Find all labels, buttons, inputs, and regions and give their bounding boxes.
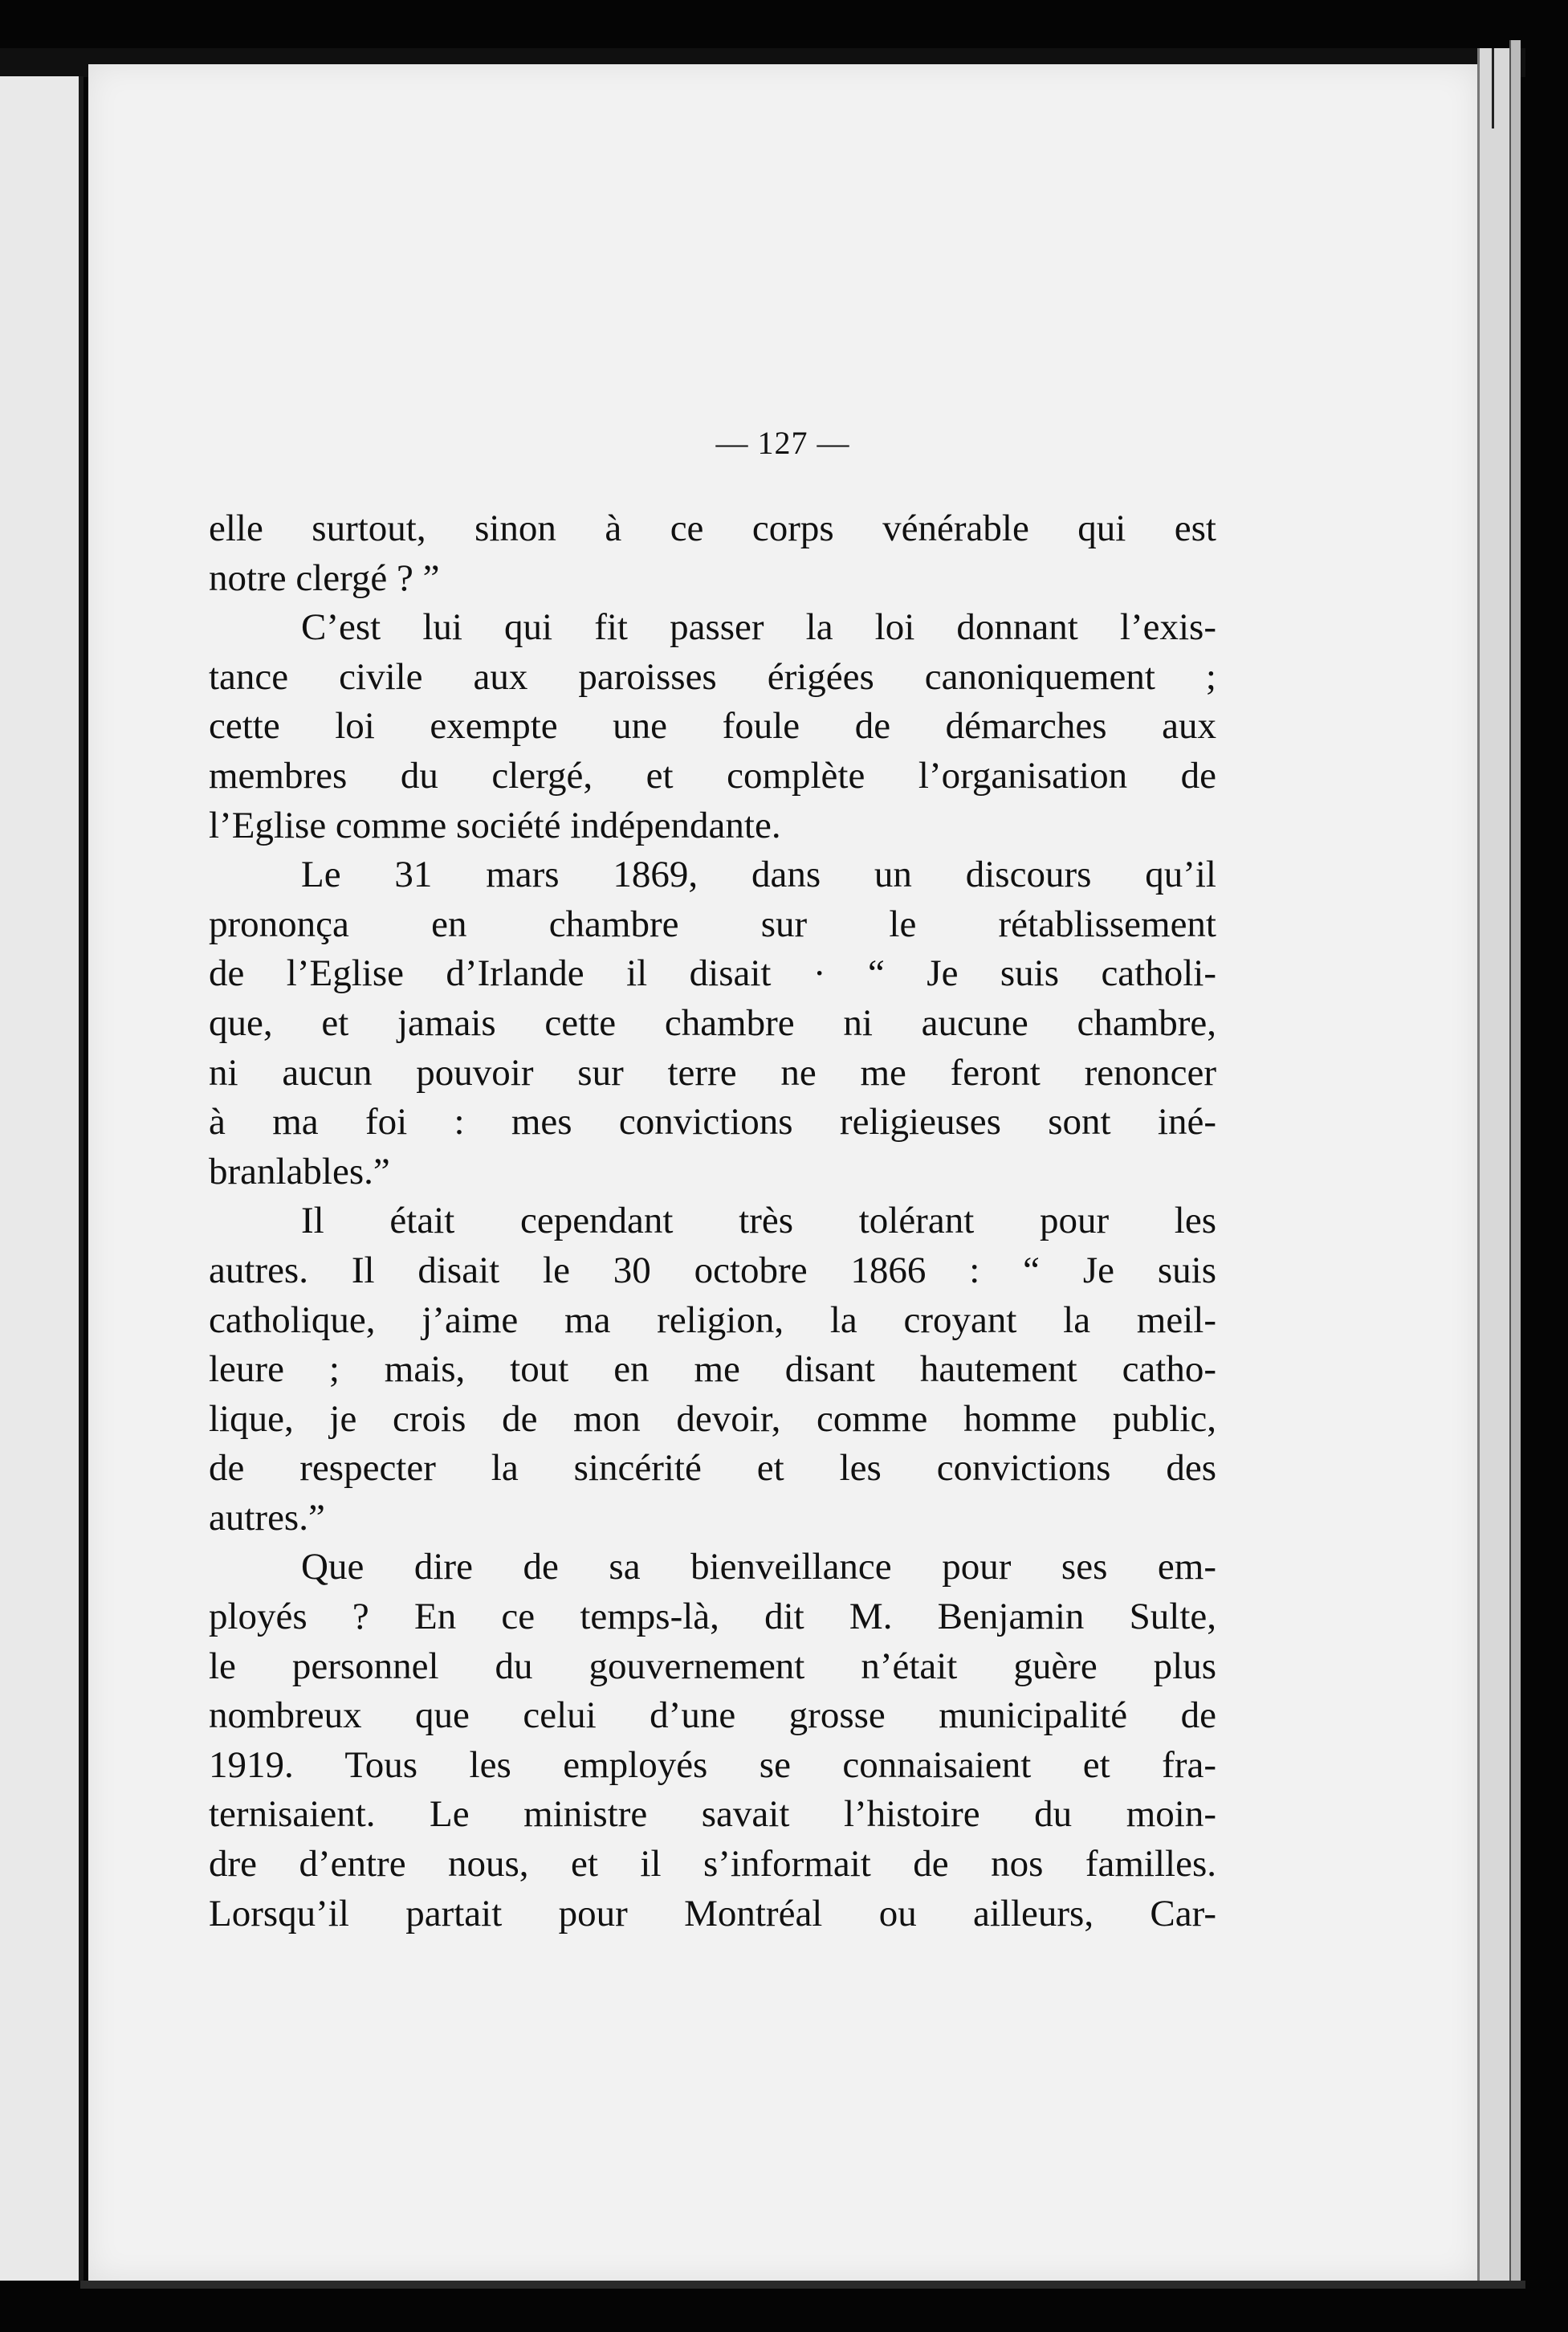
- scan-bottom-edge: [80, 2281, 1525, 2289]
- text-line: à ma foi : mes convictions religieuses sont iné-: [209, 1101, 1216, 1144]
- body-text: [209, 504, 1216, 1939]
- text-line: cette loi exempte une foule de démarches aux: [209, 705, 1216, 748]
- corner-mark: [1492, 48, 1518, 128]
- text-line: ternisaient. Le ministre savait l’histoire du moin-: [209, 1793, 1216, 1836]
- text-line: C’est lui qui fit passer la loi donnant l’exis-: [301, 606, 1216, 649]
- text-line: prononça en chambre sur le rétablissement: [209, 903, 1216, 945]
- text-line: le personnel du gouvernement n’était guère plus: [209, 1645, 1216, 1687]
- book-page: [88, 64, 1477, 2281]
- text-line: de l’Eglise d’Irlande il disait · “ Je suis catholi-: [209, 952, 1216, 995]
- text-line: 1919. Tous les employés se connaisaient et fra-: [209, 1743, 1216, 1786]
- text-line: branlables.”: [209, 1150, 390, 1192]
- text-line: lique, je crois de mon devoir, comme homme public,: [209, 1397, 1216, 1440]
- text-line: ni aucun pouvoir sur terre ne me feront renoncer: [209, 1051, 1216, 1094]
- facing-page-edge: [0, 76, 83, 2281]
- text-line: catholique, j’aime ma religion, la croyant la meil-: [209, 1298, 1216, 1341]
- text-line: tance civile aux paroisses érigées canoniquement ;: [209, 655, 1216, 698]
- text-line: Que dire de sa bienveillance pour ses em-: [301, 1546, 1216, 1588]
- page-stack-edge-outer: [1509, 40, 1521, 2289]
- text-line: autres. Il disait le 30 octobre 1866 : “ Je suis: [209, 1249, 1216, 1291]
- text-line: Il était cependant très tolérant pour les: [301, 1200, 1216, 1242]
- text-line: dre d’entre nous, et il s’informait de nos familles.: [209, 1843, 1216, 1886]
- text-line: membres du clergé, et complète l’organisation de: [209, 754, 1216, 797]
- text-line: notre clergé ? ”: [209, 556, 440, 599]
- text-line: que, et jamais cette chambre ni aucune chambre,: [209, 1001, 1216, 1044]
- page-number: — 127 —: [715, 425, 850, 461]
- text-line: elle surtout, sinon à ce corps vénérable qui est: [209, 508, 1216, 549]
- text-line: Lorsqu’il partait pour Montréal ou ailleurs, Car-: [209, 1892, 1216, 1934]
- text-line: nombreux que celui d’une grosse municipalité de: [209, 1694, 1216, 1737]
- text-line: l’Eglise comme société indépendante.: [209, 804, 781, 846]
- text-line: de respecter la sincérité et les convictions des: [209, 1447, 1216, 1490]
- page-stack-edge: [1477, 48, 1512, 2289]
- text-line: autres.”: [209, 1496, 325, 1539]
- text-line: ployés ? En ce temps-là, dit M. Benjamin Sulte,: [209, 1596, 1216, 1638]
- text-line: leure ; mais, tout en me disant hautement catho-: [209, 1348, 1216, 1391]
- text-line: Le 31 mars 1869, dans un discours qu’il: [301, 854, 1216, 896]
